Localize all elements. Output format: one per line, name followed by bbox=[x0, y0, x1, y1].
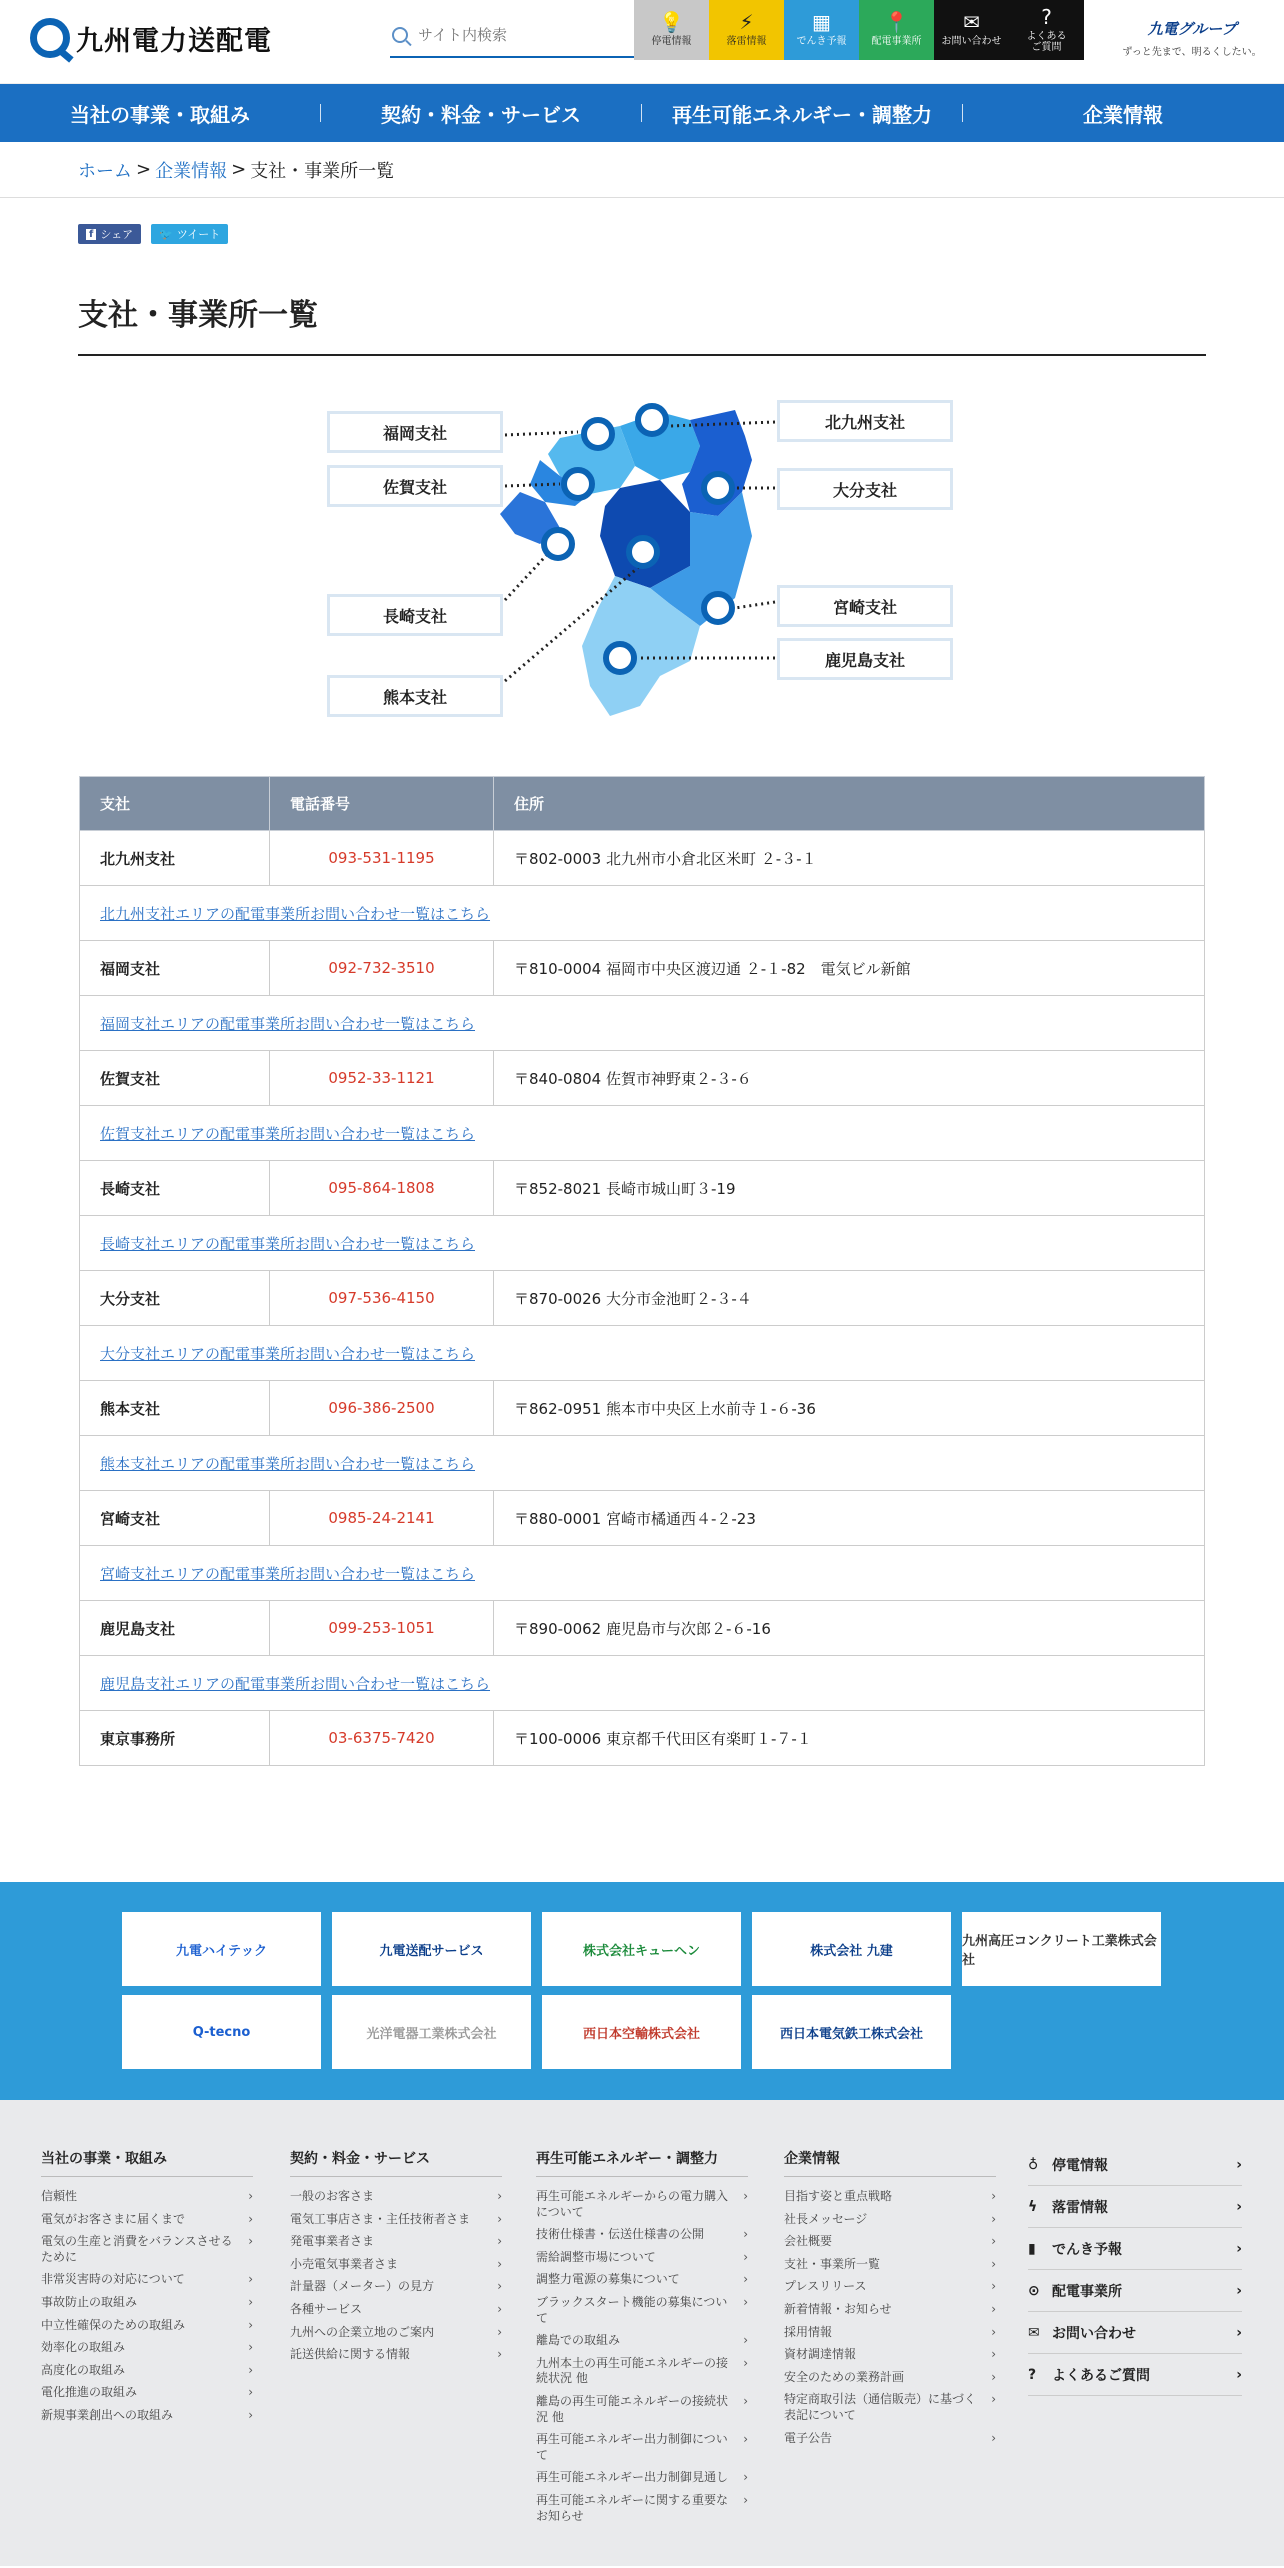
footer-column-title: 当社の事業・取組み bbox=[41, 2148, 253, 2177]
footer-link[interactable] bbox=[536, 2250, 748, 2266]
footer-link-label: 計量器（メーター）の見方 bbox=[290, 2279, 435, 2294]
footer-link-label: 再生可能エネルギー出力制御見通し bbox=[536, 2470, 729, 2485]
area-office-list-link[interactable]: 長崎支社エリアの配電事業所お問い合わせ一覧はこちら bbox=[100, 1234, 476, 1253]
phone-number[interactable]: 099-253-1051 bbox=[270, 1601, 494, 1656]
share-buttons bbox=[78, 224, 1284, 244]
branch-name: 佐賀支社 bbox=[80, 1051, 270, 1106]
footer-quick-link-location-pin[interactable] bbox=[1028, 2270, 1242, 2312]
col-address: 住所 bbox=[494, 777, 1205, 831]
footer-link-label: 安全のための業務計画 bbox=[784, 2369, 905, 2384]
partner-logo[interactable]: 西日本空輸株式会社 bbox=[542, 1995, 741, 2069]
table-row-link bbox=[80, 996, 1205, 1051]
chevron-right-icon: › bbox=[248, 2340, 253, 2355]
footer-link-label: 九州本土の再生可能エネルギーの接続状況 他 bbox=[536, 2355, 729, 2386]
footer-link[interactable] bbox=[536, 2272, 748, 2288]
footer-link-label: 各種サービス bbox=[290, 2301, 363, 2316]
footer-column-title: 企業情報 bbox=[784, 2148, 996, 2177]
footer-link[interactable] bbox=[290, 2212, 502, 2228]
site-footer bbox=[0, 2100, 1284, 2566]
branch-name: 北九州支社 bbox=[80, 831, 270, 886]
chevron-right-icon: › bbox=[248, 2189, 253, 2203]
area-link-cell bbox=[80, 1216, 1205, 1271]
quick-link-mail[interactable] bbox=[934, 0, 1009, 60]
footer-link[interactable] bbox=[290, 2279, 502, 2295]
chevron-right-icon: › bbox=[743, 2227, 748, 2242]
table-row-link bbox=[80, 1656, 1205, 1711]
footer-quick-links bbox=[1028, 2144, 1242, 2396]
chevron-right-icon: › bbox=[497, 2324, 502, 2339]
nav-business[interactable]: 当社の事業・取組み bbox=[70, 102, 250, 127]
area-link-cell bbox=[80, 1436, 1205, 1491]
footer-link[interactable] bbox=[536, 2189, 748, 2220]
table-row-link bbox=[80, 1106, 1205, 1161]
nav-renewable[interactable]: 再生可能エネルギー・調整力 bbox=[672, 102, 932, 127]
chevron-right-icon: › bbox=[248, 2234, 253, 2249]
quick-link-label: でんき予報 bbox=[796, 36, 847, 48]
search-input[interactable] bbox=[418, 26, 618, 44]
quick-link-label: よくある ご質問 bbox=[1026, 30, 1067, 53]
footer-link[interactable] bbox=[41, 2234, 253, 2265]
footer-link[interactable] bbox=[536, 2333, 748, 2349]
phone-number[interactable]: 097-536-4150 bbox=[270, 1271, 494, 1326]
breadcrumb-current: 支社・事業所一覧 bbox=[250, 160, 395, 182]
chevron-right-icon: › bbox=[497, 2347, 502, 2362]
phone-number[interactable]: 03-6375-7420 bbox=[270, 1711, 494, 1766]
nav-corporate[interactable]: 企業情報 bbox=[1083, 102, 1163, 127]
footer-link[interactable] bbox=[536, 2470, 748, 2486]
area-office-list-link[interactable]: 福岡支社エリアの配電事業所お問い合わせ一覧はこちら bbox=[100, 1014, 476, 1033]
page-title: 支社・事業所一覧 bbox=[78, 290, 1206, 356]
phone-number[interactable]: 0985-24-2141 bbox=[270, 1491, 494, 1546]
table-row bbox=[80, 1491, 1205, 1546]
footer-link[interactable] bbox=[784, 2431, 996, 2447]
area-link-cell bbox=[80, 1656, 1205, 1711]
branch-table bbox=[79, 776, 1205, 1766]
footer-quick-link-mail[interactable] bbox=[1028, 2312, 1242, 2354]
map-label-miyazaki: 宮崎支社 bbox=[777, 585, 953, 627]
area-office-list-link[interactable]: 熊本支社エリアの配電事業所お問い合わせ一覧はこちら bbox=[100, 1454, 476, 1473]
chevron-right-icon: › bbox=[743, 2189, 748, 2203]
battery-icon: ▦ bbox=[812, 10, 831, 35]
table-row-link bbox=[80, 1216, 1205, 1271]
breadcrumb-separator: > bbox=[231, 159, 247, 180]
partner-row bbox=[122, 1912, 1284, 1986]
chevron-right-icon: › bbox=[248, 2385, 253, 2400]
table-row-link bbox=[80, 886, 1205, 941]
partner-logo[interactable]: 光洋電器工業株式会社 bbox=[332, 1995, 531, 2069]
footer-link[interactable] bbox=[784, 2392, 996, 2423]
footer-link-label: 離島の再生可能エネルギーの接続状況 他 bbox=[536, 2393, 729, 2424]
quick-link-label: お問い合わせ bbox=[941, 36, 1002, 48]
footer-link-label: 一般のお客さま bbox=[290, 2189, 375, 2203]
quick-link-lightbulb[interactable] bbox=[634, 0, 709, 60]
footer-link[interactable] bbox=[536, 2394, 748, 2425]
footer-link-label: 電気がお客さまに届くまで bbox=[41, 2211, 186, 2226]
footer-link-label: 需給調整市場について bbox=[536, 2249, 656, 2264]
footer-link-label: 電化推進の取組み bbox=[41, 2385, 138, 2400]
chevron-right-icon: › bbox=[497, 2256, 502, 2271]
chevron-right-icon: › bbox=[991, 2189, 996, 2203]
footer-link[interactable] bbox=[290, 2234, 502, 2250]
footer-link[interactable] bbox=[41, 2340, 253, 2356]
location-pin-icon: ⊙ bbox=[1028, 2282, 1040, 2299]
table-row bbox=[80, 1601, 1205, 1656]
footer-quick-link-label: お問い合わせ bbox=[1052, 2325, 1136, 2342]
address: 〒862-0951 熊本市中央区上水前寺１-６-36 bbox=[494, 1381, 1205, 1436]
search-icon[interactable] bbox=[392, 27, 408, 43]
address: 〒880-0001 宮崎市橘通西４-２-23 bbox=[494, 1491, 1205, 1546]
quick-link-battery[interactable] bbox=[784, 0, 859, 60]
lightbulb-icon: ♁ bbox=[1028, 2156, 1039, 2173]
twitter-share-label: ツイート bbox=[176, 228, 221, 241]
quick-link-label: 落雷情報 bbox=[726, 36, 767, 48]
footer-link[interactable] bbox=[290, 2325, 502, 2341]
footer-column-title: 契約・料金・サービス bbox=[290, 2148, 502, 2177]
footer-link[interactable] bbox=[536, 2295, 748, 2326]
footer-link[interactable] bbox=[41, 2385, 253, 2401]
site-header bbox=[0, 0, 1284, 84]
footer-link[interactable] bbox=[536, 2227, 748, 2243]
table-row bbox=[80, 1161, 1205, 1216]
branch-name: 熊本支社 bbox=[80, 1381, 270, 1436]
footer-link-label: 効率化の取組み bbox=[41, 2340, 126, 2355]
table-row-link bbox=[80, 1546, 1205, 1601]
footer-link[interactable] bbox=[41, 2295, 253, 2311]
footer-link[interactable] bbox=[536, 2493, 748, 2524]
phone-number[interactable]: 093-531-1195 bbox=[270, 831, 494, 886]
address: 〒870-0026 大分市金池町２-３-４ bbox=[494, 1271, 1205, 1326]
region-kumamoto bbox=[600, 480, 690, 588]
area-office-list-link[interactable]: 北九州支社エリアの配電事業所お問い合わせ一覧はこちら bbox=[100, 904, 491, 923]
footer-link[interactable] bbox=[41, 2363, 253, 2379]
chevron-right-icon: › bbox=[1236, 2198, 1242, 2215]
address: 〒100-0006 東京都千代田区有楽町１-７-１ bbox=[494, 1711, 1205, 1766]
map-label-kagoshima: 鹿児島支社 bbox=[777, 638, 953, 680]
battery-icon: ▮ bbox=[1028, 2240, 1036, 2257]
breadcrumb-home[interactable]: ホーム bbox=[78, 160, 132, 182]
branch-name: 長崎支社 bbox=[80, 1161, 270, 1216]
area-link-cell bbox=[80, 886, 1205, 941]
chevron-right-icon: › bbox=[248, 2211, 253, 2226]
map-label-fukuoka: 福岡支社 bbox=[327, 411, 503, 453]
footer-column bbox=[784, 2148, 996, 2453]
partner-logo[interactable]: 西日本電気鉄工株式会社 bbox=[752, 1995, 951, 2069]
facebook-share-button[interactable] bbox=[78, 224, 141, 244]
chevron-right-icon: › bbox=[497, 2211, 502, 2226]
phone-number[interactable]: 095-864-1808 bbox=[270, 1161, 494, 1216]
area-link-cell bbox=[80, 1546, 1205, 1601]
facebook-icon: f bbox=[86, 229, 96, 240]
chevron-right-icon: › bbox=[248, 2294, 253, 2309]
branch-name: 宮崎支社 bbox=[80, 1491, 270, 1546]
facebook-share-label: シェア bbox=[100, 228, 134, 241]
footer-quick-link-label: 停電情報 bbox=[1052, 2157, 1108, 2174]
footer-link-label: 資材調達情報 bbox=[784, 2347, 857, 2362]
footer-link[interactable] bbox=[784, 2189, 996, 2205]
footer-link[interactable] bbox=[41, 2408, 253, 2424]
footer-link-label: 会社概要 bbox=[784, 2234, 833, 2249]
branch-name: 福岡支社 bbox=[80, 941, 270, 996]
footer-link-label: 小売電気事業者さま bbox=[290, 2256, 399, 2271]
map-label-oita: 大分支社 bbox=[777, 468, 953, 510]
footer-link[interactable] bbox=[784, 2234, 996, 2250]
footer-column bbox=[290, 2148, 502, 2370]
footer-link-label: 再生可能エネルギーからの電力購入について bbox=[536, 2189, 729, 2219]
chevron-right-icon: › bbox=[991, 2430, 996, 2445]
footer-link-label: 特定商取引法（通信販売）に基づく表記について bbox=[784, 2392, 977, 2422]
footer-link-label: プレスリリース bbox=[784, 2279, 867, 2294]
kyushu-map-svg bbox=[0, 376, 1284, 776]
table-row bbox=[80, 1711, 1205, 1766]
footer-link-label: 調整力電源の募集について bbox=[536, 2272, 680, 2287]
table-row bbox=[80, 1271, 1205, 1326]
table-row-link bbox=[80, 1326, 1205, 1381]
footer-column-title: 再生可能エネルギー・調整力 bbox=[536, 2148, 748, 2177]
map-label-kitakyushu: 北九州支社 bbox=[777, 400, 953, 442]
chevron-right-icon: › bbox=[248, 2272, 253, 2287]
table-row-link bbox=[80, 1436, 1205, 1491]
chevron-right-icon: › bbox=[1236, 2324, 1242, 2341]
area-office-list-link[interactable]: 宮崎支社エリアの配電事業所お問い合わせ一覧はこちら bbox=[100, 1564, 476, 1583]
quick-link-question[interactable] bbox=[1009, 0, 1084, 60]
phone-number[interactable]: 092-732-3510 bbox=[270, 941, 494, 996]
area-office-list-link[interactable]: 鹿児島支社エリアの配電事業所お問い合わせ一覧はこちら bbox=[100, 1674, 491, 1693]
footer-link[interactable] bbox=[41, 2212, 253, 2228]
map-label-saga: 佐賀支社 bbox=[327, 465, 503, 507]
q-logo-icon bbox=[30, 18, 70, 58]
area-office-list-link[interactable]: 大分支社エリアの配電事業所お問い合わせ一覧はこちら bbox=[100, 1344, 476, 1363]
footer-link-label: 社長メッセージ bbox=[784, 2211, 868, 2226]
footer-link[interactable] bbox=[784, 2279, 996, 2295]
logo-text: 九州電力送配電 bbox=[76, 25, 272, 57]
branch-name: 鹿児島支社 bbox=[80, 1601, 270, 1656]
group-companies-banner bbox=[0, 1882, 1284, 2100]
footer-link[interactable] bbox=[41, 2318, 253, 2334]
chevron-right-icon: › bbox=[1236, 2156, 1242, 2173]
chevron-right-icon: › bbox=[248, 2362, 253, 2377]
chevron-right-icon: › bbox=[991, 2256, 996, 2271]
breadcrumb bbox=[0, 142, 1284, 198]
quick-link-lightning[interactable] bbox=[709, 0, 784, 60]
footer-link-label: 採用情報 bbox=[784, 2324, 833, 2339]
chevron-right-icon: › bbox=[497, 2234, 502, 2249]
footer-quick-link-label: でんき予報 bbox=[1052, 2241, 1122, 2258]
footer-link[interactable] bbox=[784, 2257, 996, 2273]
col-branch: 支社 bbox=[80, 777, 270, 831]
chevron-right-icon: › bbox=[1236, 2240, 1242, 2257]
col-phone: 電話番号 bbox=[270, 777, 494, 831]
partner-logo[interactable]: 九電送配サービス bbox=[332, 1912, 531, 1986]
footer-link[interactable] bbox=[784, 2347, 996, 2363]
footer-link[interactable] bbox=[41, 2189, 253, 2205]
nav-contract[interactable]: 契約・料金・サービス bbox=[381, 102, 581, 127]
footer-link-label: 目指す姿と重点戦略 bbox=[784, 2189, 893, 2203]
question-icon: ? bbox=[1028, 2366, 1037, 2383]
breadcrumb-corporate[interactable]: 企業情報 bbox=[155, 160, 228, 182]
chevron-right-icon: › bbox=[743, 2492, 748, 2507]
footer-link[interactable] bbox=[784, 2212, 996, 2228]
partner-logo[interactable]: 九州高圧コンクリート工業株式会社 bbox=[962, 1912, 1161, 1986]
footer-link-label: 技術仕様書・伝送仕様書の公開 bbox=[536, 2227, 705, 2242]
table-header-row bbox=[80, 777, 1205, 831]
footer-link[interactable] bbox=[784, 2370, 996, 2386]
table-row bbox=[80, 1381, 1205, 1436]
address: 〒852-8021 長崎市城山町３-19 bbox=[494, 1161, 1205, 1216]
chevron-right-icon: › bbox=[248, 2407, 253, 2422]
footer-link-label: 離島での取組み bbox=[536, 2333, 621, 2348]
twitter-icon: 🐦 bbox=[159, 227, 173, 241]
mail-icon: ✉ bbox=[1028, 2324, 1040, 2341]
chevron-right-icon: › bbox=[743, 2432, 748, 2447]
footer-quick-link-label: 配電事業所 bbox=[1052, 2283, 1122, 2300]
branch-map bbox=[0, 376, 1284, 776]
footer-quick-link-question[interactable] bbox=[1028, 2354, 1242, 2396]
chevron-right-icon: › bbox=[991, 2301, 996, 2316]
table-row bbox=[80, 831, 1205, 886]
table-row bbox=[80, 941, 1205, 996]
quick-link-location-pin[interactable] bbox=[859, 0, 934, 60]
footer-link[interactable] bbox=[290, 2257, 502, 2273]
breadcrumb-separator: > bbox=[136, 159, 152, 180]
group-slogan: ずっと先まで、明るくしたい。 bbox=[1122, 47, 1262, 58]
location-pin-icon: 📍 bbox=[884, 10, 909, 35]
site-logo[interactable] bbox=[30, 18, 272, 58]
chevron-right-icon: › bbox=[497, 2189, 502, 2203]
branch-name: 大分支社 bbox=[80, 1271, 270, 1326]
footer-link-label: 中立性確保のための取組み bbox=[41, 2317, 186, 2332]
footer-link-label: 信頼性 bbox=[41, 2189, 78, 2203]
footer-link[interactable] bbox=[536, 2356, 748, 2387]
group-logo[interactable] bbox=[1122, 18, 1262, 58]
group-logo-text: 九電グループ bbox=[1147, 20, 1237, 38]
footer-quick-link-label: よくあるご質問 bbox=[1052, 2367, 1150, 2384]
footer-link-label: 事故防止の取組み bbox=[41, 2294, 138, 2309]
footer-quick-link-battery[interactable] bbox=[1028, 2228, 1242, 2270]
footer-link[interactable] bbox=[290, 2189, 502, 2205]
chevron-right-icon: › bbox=[991, 2279, 996, 2294]
partner-logo[interactable]: 九電ハイテック bbox=[122, 1912, 321, 1986]
chevron-right-icon: › bbox=[991, 2369, 996, 2384]
footer-link-label: 電気の生産と消費をバランスさせるために bbox=[41, 2234, 233, 2264]
search-box bbox=[390, 14, 634, 58]
footer-link-label: 託送供給に関する情報 bbox=[290, 2347, 411, 2362]
lightbulb-icon: 💡 bbox=[659, 10, 684, 35]
area-office-list-link[interactable]: 佐賀支社エリアの配電事業所お問い合わせ一覧はこちら bbox=[100, 1124, 476, 1143]
footer-link-label: 新規事業創出への取組み bbox=[41, 2407, 174, 2422]
mail-icon: ✉ bbox=[963, 10, 980, 35]
chevron-right-icon: › bbox=[248, 2317, 253, 2332]
footer-quick-link-label: 落雷情報 bbox=[1052, 2199, 1108, 2216]
footer-quick-link-lightning[interactable] bbox=[1028, 2186, 1242, 2228]
footer-link[interactable] bbox=[41, 2272, 253, 2288]
footer-link[interactable] bbox=[536, 2432, 748, 2463]
partner-logo[interactable]: 株式会社 九建 bbox=[752, 1912, 951, 1986]
quick-link-label: 配電事業所 bbox=[871, 36, 922, 48]
global-nav bbox=[0, 84, 1284, 142]
partner-logo[interactable]: Q-tecno bbox=[122, 1995, 321, 2069]
chevron-right-icon: › bbox=[991, 2347, 996, 2362]
address: 〒840-0804 佐賀市神野東２-３-６ bbox=[494, 1051, 1205, 1106]
chevron-right-icon: › bbox=[991, 2392, 996, 2407]
footer-link-label: ブラックスタート機能の募集について bbox=[536, 2294, 728, 2325]
chevron-right-icon: › bbox=[497, 2279, 502, 2294]
footer-link-label: 支社・事業所一覧 bbox=[784, 2256, 881, 2271]
chevron-right-icon: › bbox=[743, 2272, 748, 2287]
quick-links bbox=[634, 0, 1084, 60]
lightning-icon: ⚡ bbox=[739, 10, 754, 35]
chevron-right-icon: › bbox=[991, 2234, 996, 2249]
chevron-right-icon: › bbox=[497, 2301, 502, 2316]
area-link-cell bbox=[80, 996, 1205, 1051]
area-link-cell bbox=[80, 1106, 1205, 1161]
footer-link[interactable] bbox=[784, 2325, 996, 2341]
phone-number[interactable]: 0952-33-1121 bbox=[270, 1051, 494, 1106]
footer-link-label: 九州への企業立地のご案内 bbox=[290, 2324, 435, 2339]
partner-row bbox=[122, 1995, 1284, 2069]
address: 〒810-0004 福岡市中央区渡辺通 ２-１-82 電気ビル新館 bbox=[494, 941, 1205, 996]
chevron-right-icon: › bbox=[743, 2333, 748, 2348]
map-label-kumamoto: 熊本支社 bbox=[327, 675, 503, 717]
chevron-right-icon: › bbox=[743, 2393, 748, 2408]
footer-link-label: 発電事業者さま bbox=[290, 2234, 375, 2249]
footer-link-label: 再生可能エネルギーに関する重要なお知らせ bbox=[536, 2492, 729, 2523]
footer-link-label: 非常災害時の対応について bbox=[41, 2272, 185, 2287]
footer-link[interactable] bbox=[290, 2347, 502, 2363]
footer-column bbox=[41, 2148, 253, 2431]
partner-logo[interactable]: 株式会社キューヘン bbox=[542, 1912, 741, 1986]
footer-link-label: 高度化の取組み bbox=[41, 2362, 126, 2377]
footer-link-label: 新着情報・お知らせ bbox=[784, 2301, 892, 2316]
branch-name: 東京事務所 bbox=[80, 1711, 270, 1766]
quick-link-label: 停電情報 bbox=[651, 36, 692, 48]
footer-quick-link-lightbulb[interactable] bbox=[1028, 2144, 1242, 2186]
chevron-right-icon: › bbox=[1236, 2366, 1242, 2383]
chevron-right-icon: › bbox=[743, 2294, 748, 2309]
address: 〒802-0003 北九州市小倉北区米町 ２-３-１ bbox=[494, 831, 1205, 886]
chevron-right-icon: › bbox=[1236, 2282, 1242, 2299]
chevron-right-icon: › bbox=[991, 2324, 996, 2339]
twitter-share-button[interactable] bbox=[151, 224, 228, 244]
footer-link-label: 電子公告 bbox=[784, 2430, 833, 2445]
chevron-right-icon: › bbox=[991, 2211, 996, 2226]
address: 〒890-0062 鹿児島市与次郎２-６-16 bbox=[494, 1601, 1205, 1656]
question-icon: ? bbox=[1041, 4, 1052, 29]
chevron-right-icon: › bbox=[743, 2470, 748, 2485]
footer-link[interactable] bbox=[290, 2302, 502, 2318]
footer-link[interactable] bbox=[784, 2302, 996, 2318]
footer-link-label: 再生可能エネルギー出力制御について bbox=[536, 2432, 728, 2462]
table-row bbox=[80, 1051, 1205, 1106]
area-link-cell bbox=[80, 1326, 1205, 1381]
lightning-icon: ϟ bbox=[1028, 2198, 1038, 2215]
chevron-right-icon: › bbox=[743, 2249, 748, 2264]
chevron-right-icon: › bbox=[743, 2355, 748, 2370]
phone-number[interactable]: 096-386-2500 bbox=[270, 1381, 494, 1436]
footer-column bbox=[536, 2148, 748, 2531]
map-label-nagasaki: 長崎支社 bbox=[327, 594, 503, 636]
footer-link-label: 電気工事店さま・主任技術者さま bbox=[290, 2211, 471, 2226]
